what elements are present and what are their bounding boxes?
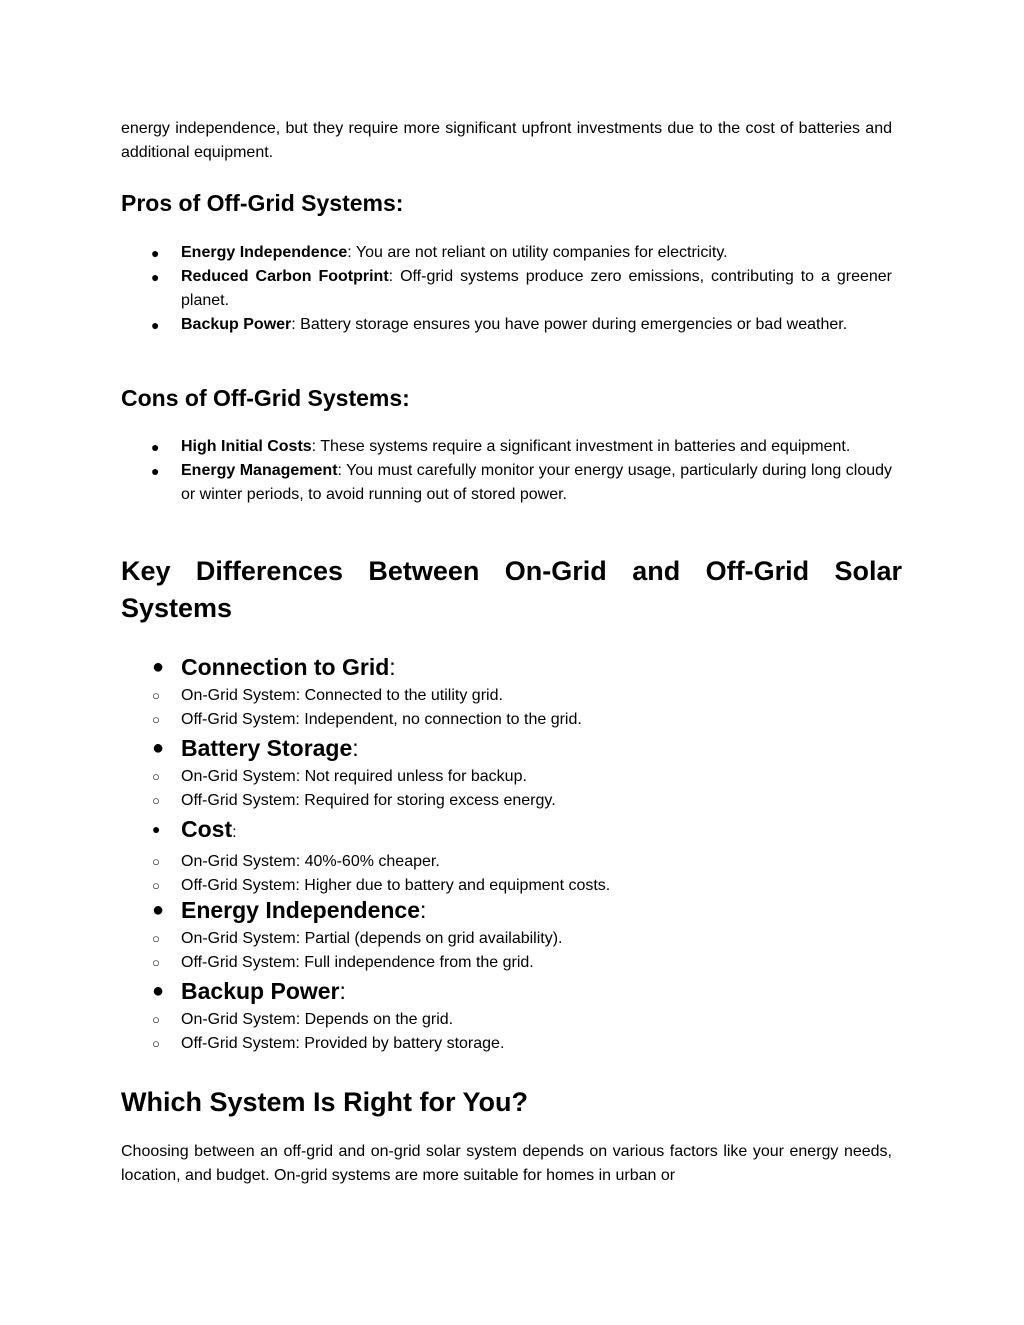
- sub-list-item-text: On-Grid System: 40%-60% cheaper.: [181, 853, 440, 870]
- differences-heading: Key Differences Between On-Grid and Off-Grid Solar Systems: [121, 556, 902, 623]
- bullet-icon: ●: [152, 737, 165, 759]
- sub-list-item: [121, 927, 892, 951]
- sub-list-item-text: On-Grid System: Connected to the utility grid.: [181, 687, 503, 704]
- sub-list-item: [121, 708, 892, 732]
- bullet-icon: ●: [151, 269, 160, 285]
- list-item-colon: :: [339, 978, 346, 1004]
- list-item-colon: :: [389, 654, 396, 680]
- list-item: [121, 241, 892, 265]
- sub-list: [121, 684, 892, 732]
- differences-list: [121, 650, 892, 732]
- sub-list-item: [121, 1008, 892, 1032]
- pros-heading: Pros of Off-Grid Systems:: [121, 190, 404, 216]
- list-item-title: Backup Power: [181, 978, 340, 1004]
- sub-list-item-text: Off-Grid System: Independent, no connection to the grid.: [181, 711, 582, 728]
- list-item: [121, 650, 892, 732]
- which-paragraph: Choosing between an off-grid and on-grid solar system depends on various factors like your energy needs, location, and budget. On-grid systems are more suitable for homes in urban or: [121, 1143, 892, 1184]
- sub-list-item: [121, 951, 892, 975]
- list-item-title: Battery Storage: [181, 735, 353, 761]
- list-item-term: High Initial Costs: [181, 438, 312, 455]
- cons-list: [121, 435, 892, 507]
- sub-list-item: [121, 789, 892, 813]
- sub-list-item-text: Off-Grid System: Full independence from the grid.: [181, 954, 534, 971]
- circle-bullet-icon: ○: [152, 931, 160, 946]
- bullet-icon: ●: [151, 245, 160, 261]
- differences-list-3: [121, 812, 892, 898]
- sub-list: [121, 765, 892, 813]
- list-item-term: Energy Management: [181, 462, 338, 479]
- list-item: [121, 812, 892, 898]
- list-item-title: Cost: [181, 816, 233, 842]
- intro-paragraph: energy independence, but they require more significant upfront investments due to the cost of batteries and additional equipment.: [121, 120, 892, 161]
- circle-bullet-icon: ○: [152, 688, 160, 703]
- list-item-colon: :: [420, 897, 427, 923]
- list-item-term: Backup Power: [181, 316, 292, 333]
- sub-list: [121, 927, 892, 975]
- list-item-desc: : You must carefully monitor your energy usage, particularly during long cloudy or winter periods, to avoid running out of stored power.: [181, 462, 893, 503]
- pros-list: [121, 241, 892, 337]
- list-item: [121, 974, 892, 1056]
- which-heading: Which System Is Right for You?: [121, 1087, 529, 1117]
- sub-list-item: [121, 684, 892, 708]
- sub-list-item-text: On-Grid System: Depends on the grid.: [181, 1011, 454, 1028]
- circle-bullet-icon: ○: [152, 769, 160, 784]
- circle-bullet-icon: ○: [152, 1012, 160, 1027]
- list-item: [121, 731, 892, 813]
- sub-list-item-text: Off-Grid System: Higher due to battery and equipment costs.: [181, 877, 611, 894]
- list-item: [121, 435, 892, 459]
- sub-list-item: [121, 850, 892, 874]
- list-item-desc: : Battery storage ensures you have power during emergencies or bad weather.: [291, 316, 848, 333]
- bullet-icon: ●: [151, 317, 160, 333]
- list-item-term: Reduced Carbon Footprint: [181, 268, 389, 285]
- list-item-title: Energy Independence: [181, 897, 421, 923]
- list-item: [121, 313, 892, 337]
- circle-bullet-icon: ○: [152, 793, 160, 808]
- sub-list-item-text: Off-Grid System: Provided by battery storage.: [181, 1035, 505, 1052]
- list-item: [121, 459, 892, 507]
- list-item-colon: :: [232, 824, 237, 841]
- circle-bullet-icon: ○: [152, 712, 160, 727]
- list-item-desc: : You are not reliant on utility companies for electricity.: [347, 244, 728, 261]
- sub-list-item-text: On-Grid System: Partial (depends on grid availability).: [181, 930, 563, 947]
- list-item-term: Energy Independence: [181, 244, 348, 261]
- circle-bullet-icon: ○: [152, 1036, 160, 1051]
- sub-list-item: [121, 1032, 892, 1056]
- sub-list-item-text: On-Grid System: Not required unless for backup.: [181, 768, 527, 785]
- list-item-desc: : These systems require a significant investment in batteries and equipment.: [311, 438, 851, 455]
- bullet-icon: ●: [151, 463, 160, 479]
- sub-list-item-text: Off-Grid System: Required for storing excess energy.: [181, 792, 556, 809]
- bullet-icon: ●: [152, 656, 165, 678]
- bullet-icon: ●: [151, 439, 160, 455]
- cons-heading: Cons of Off-Grid Systems:: [121, 385, 410, 411]
- list-item: [121, 893, 892, 975]
- list-item-colon: :: [352, 735, 359, 761]
- sub-list-item: [121, 765, 892, 789]
- differences-list-2: [121, 731, 892, 813]
- bullet-icon: ●: [152, 980, 165, 1002]
- list-item-desc: : Off-grid systems produce zero emissions, contributing to a greener planet.: [181, 268, 893, 309]
- circle-bullet-icon: ○: [152, 878, 160, 893]
- list-item-title: Connection to Grid: [181, 654, 390, 680]
- bullet-icon: ●: [152, 899, 165, 921]
- sub-list: [121, 1008, 892, 1056]
- bullet-icon: ●: [152, 821, 161, 837]
- differences-list-4: [121, 893, 892, 975]
- sub-list: [121, 850, 892, 898]
- differences-list-5: [121, 974, 892, 1056]
- circle-bullet-icon: ○: [152, 955, 160, 970]
- circle-bullet-icon: ○: [152, 854, 160, 869]
- list-item: [121, 265, 892, 313]
